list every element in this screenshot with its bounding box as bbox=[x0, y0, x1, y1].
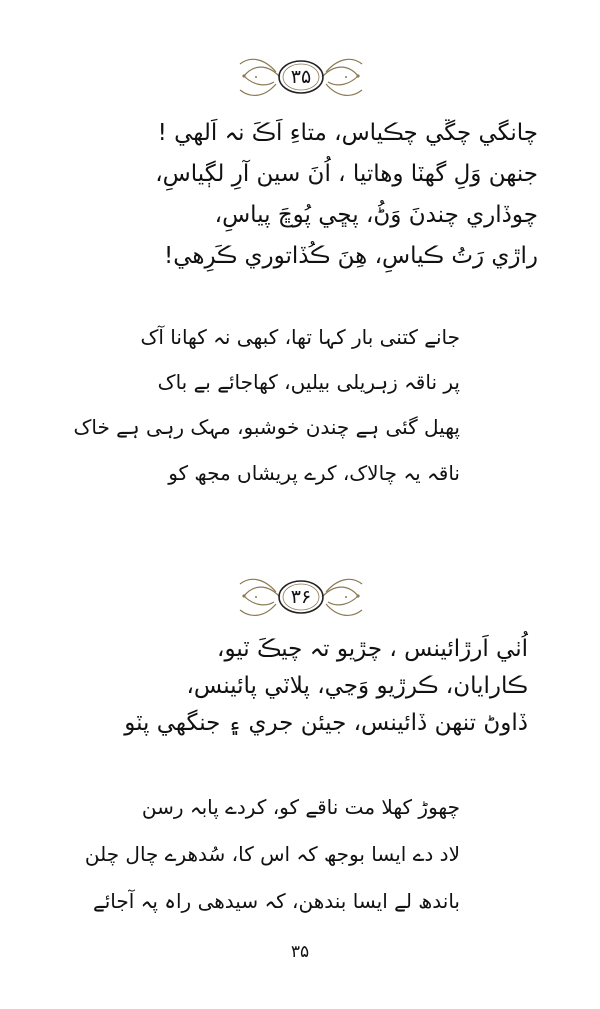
sindhi-verse bbox=[60, 120, 538, 280]
translation-line: چھوڑ کھلا مت ناقے کو، کردے پابہ رسن bbox=[141, 795, 460, 819]
translation-line: باندھ لے ایسا بندھن، کہ سیدھی راہ پہ آجائے bbox=[92, 889, 460, 913]
urdu-translation bbox=[73, 325, 460, 505]
verse-line: چوڏاري چندنَ وَڻُ، پڇي پُوڇَ پياسِ، bbox=[214, 202, 538, 228]
poem-number-ornament bbox=[236, 574, 366, 620]
verse-line: چانگي چڱي چڪياس، متاءِ اَڪَ نہ اَلھي ! bbox=[157, 120, 538, 146]
verse-line: اُٺي اَرڙائينس ، چڙيو تہ چيڪَ ٽيو، bbox=[217, 636, 528, 662]
urdu-translation bbox=[84, 795, 460, 925]
translation-line: ناقہ یہ چالاک، کرے پریشاں مجھ کو bbox=[168, 461, 460, 485]
translation-line: پھیل گئی ہے چندن خوشبو، مہک رہی ہے خاک bbox=[73, 415, 460, 439]
verse-line: جنھن وَلِ گھٽا وھاتيا ، اُنَ سين آرِ لڳياسِ، bbox=[155, 161, 538, 187]
poem-number-ornament bbox=[236, 54, 366, 100]
poem-number: ۳۶ bbox=[290, 586, 312, 608]
verse-line: ڏاوڻ تنھن ڏائينس، جيئن جري ۽ جنگھي پٽو bbox=[124, 710, 528, 736]
verse-line: ڪارايان، ڪرڙيو وَڃي، پلاٽي پائينس، bbox=[186, 673, 528, 699]
poem-number: ۳۵ bbox=[290, 66, 312, 88]
translation-line: لاد دے ایسا بوجھ کہ اس کا، سُدھرے چال چلن bbox=[84, 842, 460, 866]
sindhi-verse bbox=[90, 636, 528, 746]
page-number: ۳۵ bbox=[290, 942, 310, 962]
translation-line: پر ناقہ زہریلی بیلیں، کھاجائے بے باک bbox=[157, 370, 460, 394]
verse-line: راڙي رَتُ ڪياسِ، ھِنَ ڪُڏاتوري ڪَرِھي! bbox=[164, 243, 538, 269]
translation-line: جانے کتنی بار کہا تھا، کبھی نہ کھانا آک bbox=[140, 325, 460, 349]
